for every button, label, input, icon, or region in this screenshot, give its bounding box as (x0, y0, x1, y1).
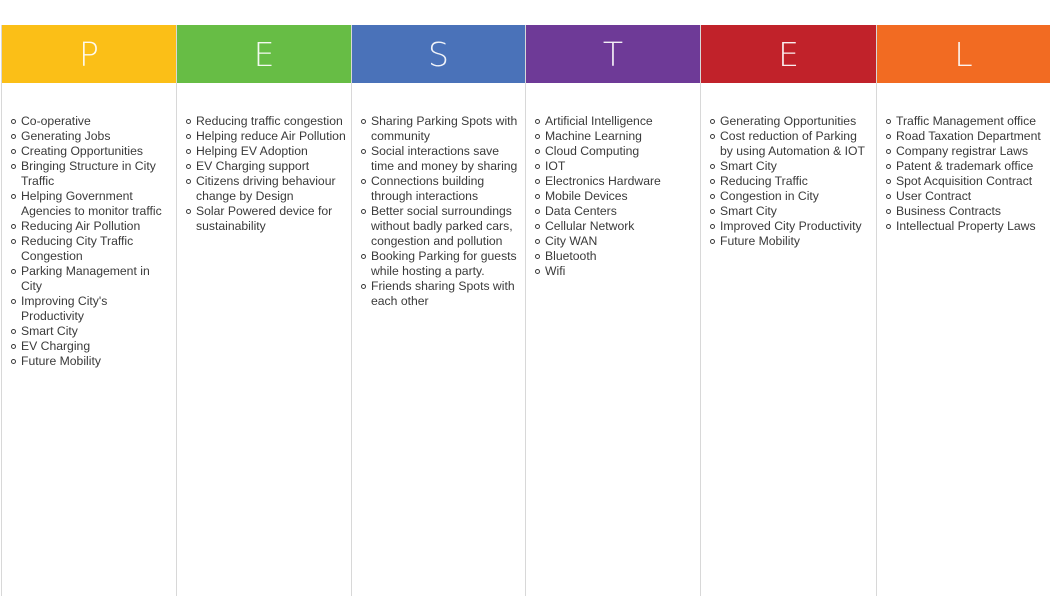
column-letter: E (778, 34, 799, 74)
factor-list (352, 83, 525, 309)
factor-list (526, 83, 700, 279)
list-item: Reducing Traffic (709, 174, 872, 189)
list-item: Smart City (709, 159, 872, 174)
list-item: Generating Jobs (10, 129, 172, 144)
column-bottom-spacer (2, 570, 176, 596)
list-item: Cellular Network (534, 219, 696, 234)
column-header-political (2, 25, 176, 83)
list-item: Mobile Devices (534, 189, 696, 204)
pestel-column-economic (176, 25, 351, 596)
column-letter: E (253, 34, 275, 74)
list-item: Cost reduction of Parking by using Automation & IOT (709, 129, 872, 159)
list-item: Creating Opportunities (10, 144, 172, 159)
list-item: Future Mobility (10, 354, 172, 369)
list-item: Booking Parking for guests while hosting a party. (360, 249, 521, 279)
list-item: Future Mobility (709, 234, 872, 249)
list-item: Reducing City Traffic Congestion (10, 234, 172, 264)
list-item: User Contract (885, 189, 1046, 204)
list-item: Sharing Parking Spots with community (360, 114, 521, 144)
list-item: Helping reduce Air Pollution (185, 129, 347, 144)
list-item: City WAN (534, 234, 696, 249)
list-item: Wifi (534, 264, 696, 279)
list-item: IOT (534, 159, 696, 174)
list-item: Improved City Productivity (709, 219, 872, 234)
column-letter: P (79, 34, 99, 74)
list-item: Business Contracts (885, 204, 1046, 219)
pestel-column-political (1, 25, 176, 596)
list-item: Smart City (709, 204, 872, 219)
list-item: Better social surroundings without badly parked cars, congestion and pollution (360, 204, 521, 249)
list-item: Helping Government Agencies to monitor traffic (10, 189, 172, 219)
list-item: Electronics Hardware (534, 174, 696, 189)
list-item: Reducing traffic congestion (185, 114, 347, 129)
list-item: Connections building through interactions (360, 174, 521, 204)
list-item: Friends sharing Spots with each other (360, 279, 521, 309)
list-item: Citizens driving behaviour change by Design (185, 174, 347, 204)
column-header-social (352, 25, 525, 83)
list-item: Intellectual Property Laws (885, 219, 1046, 234)
list-item: Artificial Intelligence (534, 114, 696, 129)
column-letter: L (954, 34, 973, 74)
column-header-legal (877, 25, 1050, 83)
list-item: Patent & trademark office (885, 159, 1046, 174)
list-item: Road Taxation Department (885, 129, 1046, 144)
list-item: Helping EV Adoption (185, 144, 347, 159)
pestel-column-technological (525, 25, 700, 596)
factor-list (177, 83, 351, 234)
list-item: Smart City (10, 324, 172, 339)
pestel-column-social (351, 25, 525, 596)
list-item: Company registrar Laws (885, 144, 1046, 159)
list-item: Reducing Air Pollution (10, 219, 172, 234)
list-item: Bluetooth (534, 249, 696, 264)
column-header-economic (177, 25, 351, 83)
list-item: Cloud Computing (534, 144, 696, 159)
list-item: Parking Management in City (10, 264, 172, 294)
list-item: Traffic Management office (885, 114, 1046, 129)
pestel-column-legal (876, 25, 1050, 596)
list-item: Co-operative (10, 114, 172, 129)
pestel-column-environmental (700, 25, 876, 596)
pestel-board (1, 25, 1050, 596)
list-item: EV Charging support (185, 159, 347, 174)
list-item: Data Centers (534, 204, 696, 219)
factor-list (2, 83, 176, 369)
list-item: Solar Powered device for sustainability (185, 204, 347, 234)
factor-list (701, 83, 876, 249)
list-item: Congestion in City (709, 189, 872, 204)
column-header-technological (526, 25, 700, 83)
list-item: Bringing Structure in City Traffic (10, 159, 172, 189)
list-item: Generating Opportunities (709, 114, 872, 129)
factor-list (877, 83, 1050, 234)
column-letter: T (602, 34, 624, 74)
list-item: Machine Learning (534, 129, 696, 144)
list-item: Spot Acquisition Contract (885, 174, 1046, 189)
list-item: Social interactions save time and money by sharing (360, 144, 521, 174)
list-item: Improving City's Productivity (10, 294, 172, 324)
column-letter: S (428, 34, 449, 74)
column-header-environmental (701, 25, 876, 83)
list-item: EV Charging (10, 339, 172, 354)
